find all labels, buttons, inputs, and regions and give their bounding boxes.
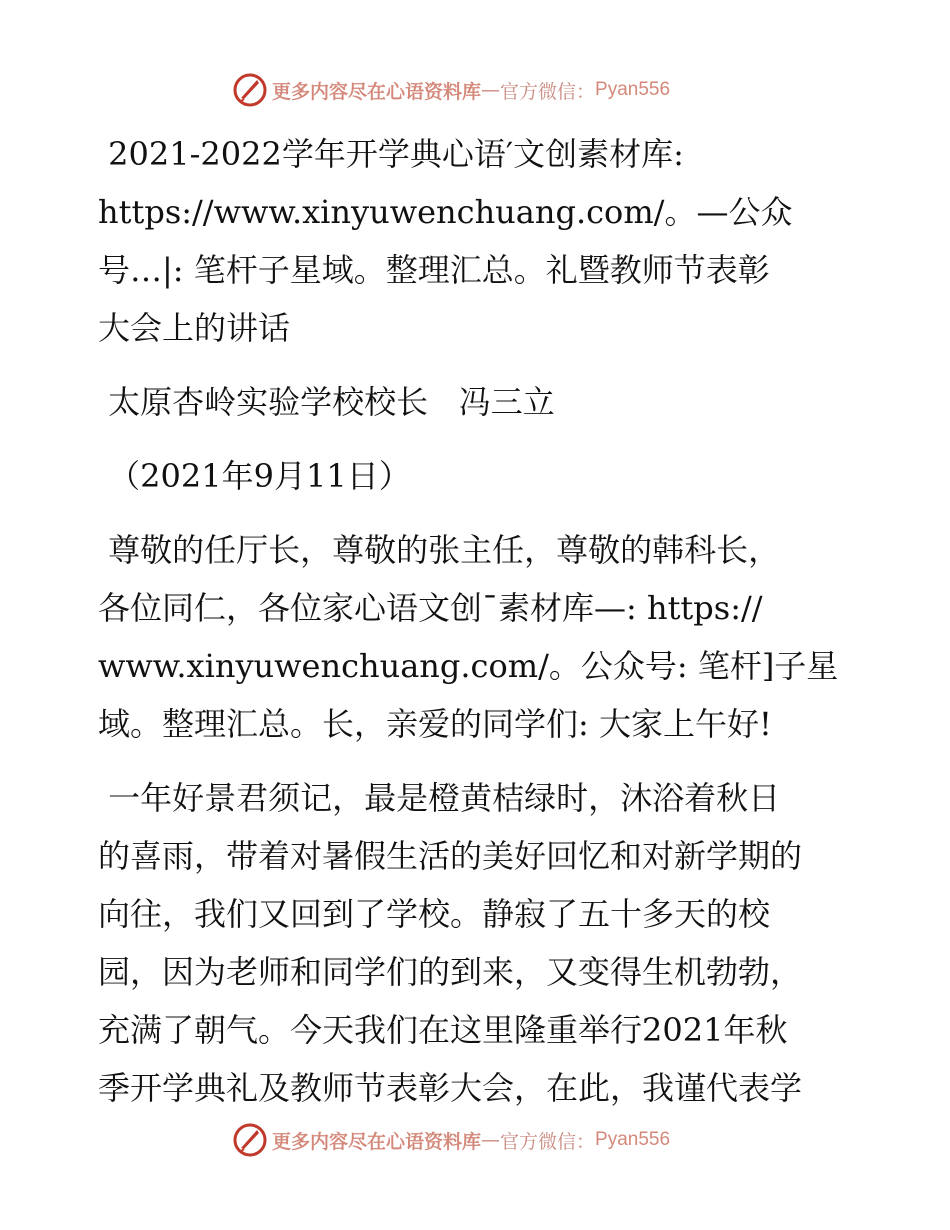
watermark-wechat-id: Pyan556 bbox=[595, 79, 671, 100]
watermark-separator: — bbox=[481, 79, 501, 101]
body-line: 充满了朝气。今天我们在这里隆重举行2021年秋 bbox=[98, 1011, 788, 1049]
title-line: 号…|: 笔杆子星域。整理汇总。礼暨教师节表彰 bbox=[98, 251, 770, 289]
greeting-line: www.xinyuwenchuang.com/。公众号: 笔杆]子星 bbox=[98, 647, 839, 685]
title-line: 大会上的讲话 bbox=[98, 309, 291, 347]
body-line: 一年好景君须记，最是橙黄桔绿时，沐浴着秋日 bbox=[98, 779, 781, 817]
footer-watermark bbox=[232, 1120, 670, 1160]
body-line: 向往，我们又回到了学校。静寂了五十多天的校 bbox=[98, 895, 771, 933]
feather-seal-icon bbox=[232, 72, 268, 108]
watermark-brand: 更多内容尽在心语资料库 bbox=[272, 80, 482, 103]
watermark-wechat-label: 官方微信： bbox=[500, 80, 596, 103]
greeting-line: 尊敬的任厅长，尊敬的张主任，尊敬的韩科长， bbox=[98, 531, 781, 569]
body-paragraph bbox=[98, 769, 858, 1117]
greeting-line: 域。整理汇总。长，亲爱的同学们: 大家上午好! bbox=[98, 705, 772, 743]
greeting-line: 各位同仁，各位家心语文创¯素材库—: https:// bbox=[98, 589, 763, 627]
body-line: 的喜雨，带着对暑假生活的美好回忆和对新学期的 bbox=[98, 837, 803, 875]
date-line: （2021年9月11日） bbox=[98, 457, 411, 495]
header-watermark bbox=[232, 70, 670, 110]
greeting-paragraph bbox=[98, 521, 858, 753]
title-line: 2021-2022学年开学典心语′文创素材库: bbox=[98, 135, 684, 173]
body-line: 园，因为老师和同学们的到来，又变得生机勃勃， bbox=[98, 953, 803, 991]
watermark-brand: 更多内容尽在心语资料库 bbox=[272, 1130, 482, 1153]
author-line: 太原杏岭实验学校校长 冯三立 bbox=[98, 383, 555, 421]
watermark-wechat-label: 官方微信： bbox=[500, 1130, 596, 1153]
title-line: https://www.xinyuwenchuang.com/。—公众 bbox=[98, 193, 793, 231]
document-body bbox=[98, 125, 858, 1117]
document-title bbox=[98, 125, 858, 357]
watermark-wechat-id: Pyan556 bbox=[595, 1129, 671, 1150]
body-line: 季开学典礼及教师节表彰大会，在此，我谨代表学 bbox=[98, 1069, 803, 1107]
feather-seal-icon bbox=[232, 1122, 268, 1158]
watermark-separator: — bbox=[481, 1129, 501, 1151]
